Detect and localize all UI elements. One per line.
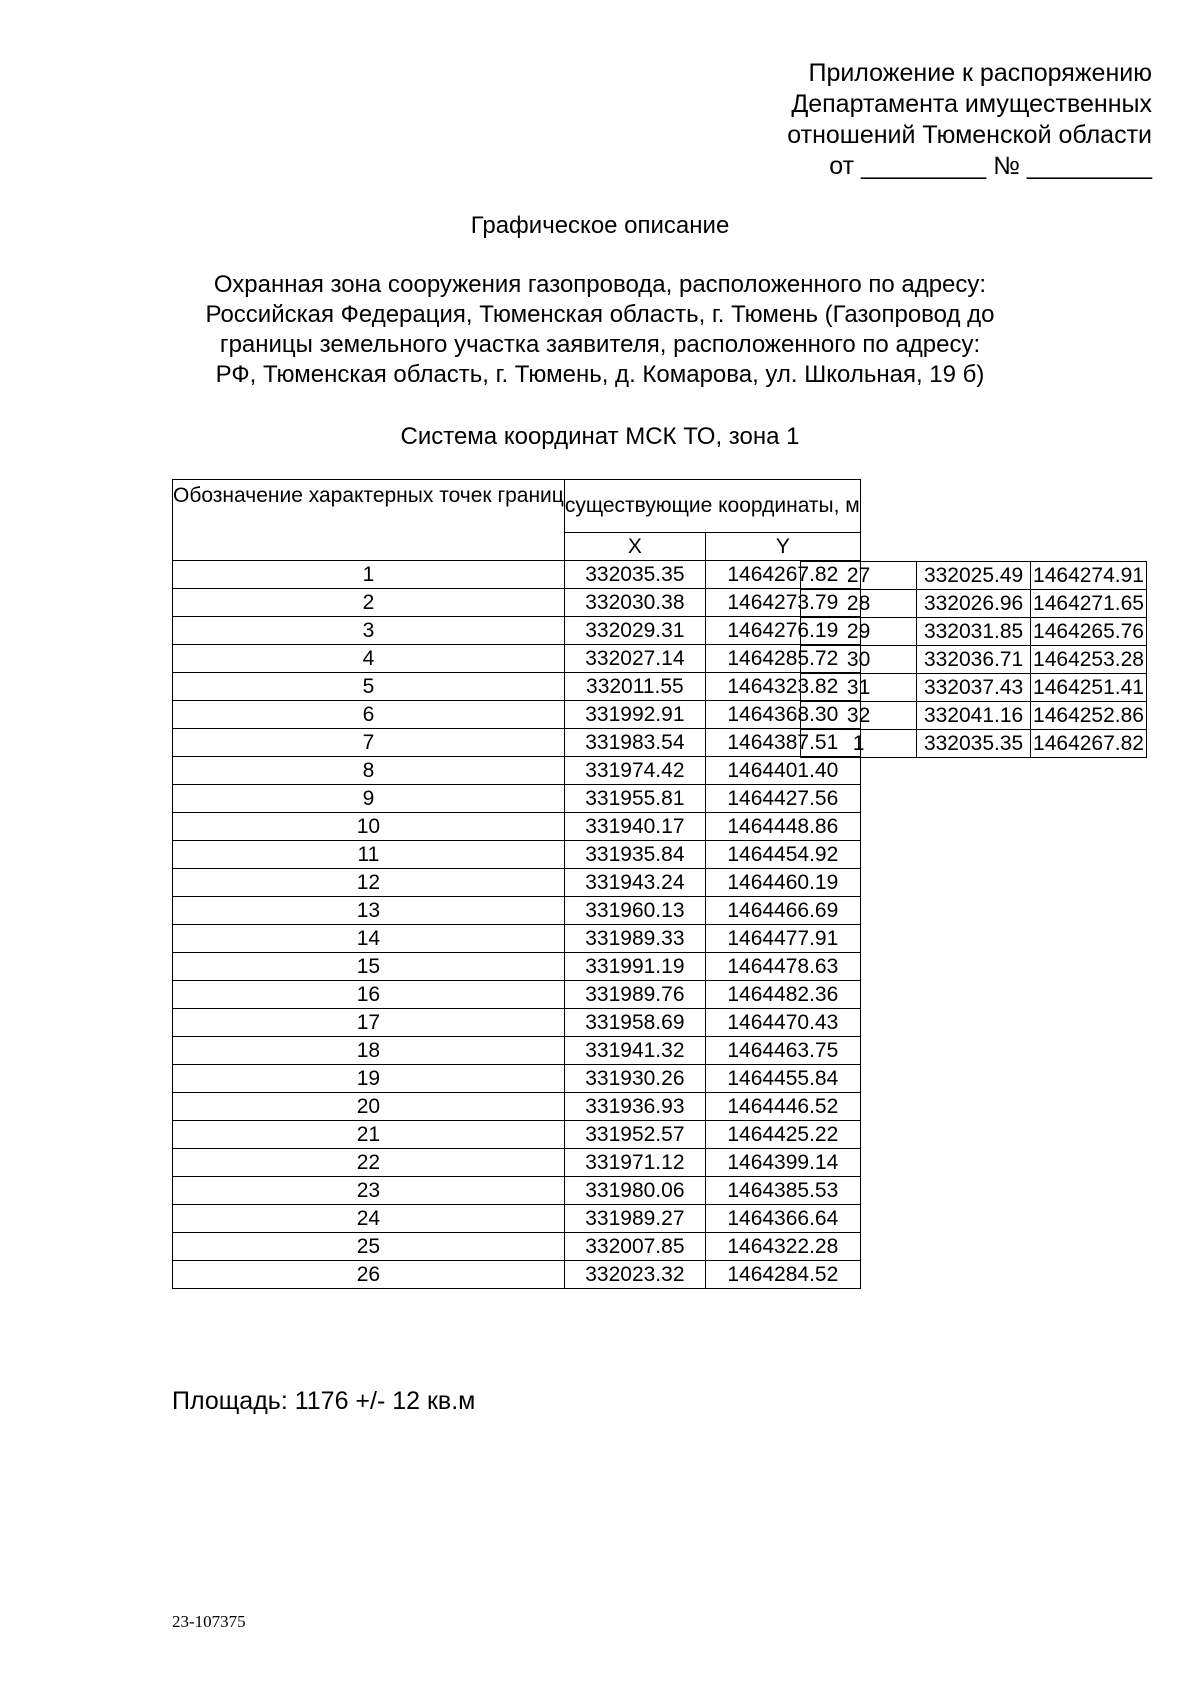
point-number-cell: 29 xyxy=(801,618,917,646)
x-coordinate-cell: 331989.76 xyxy=(564,981,705,1009)
table-row xyxy=(173,673,861,701)
description-line: РФ, Тюменская область, г. Тюмень, д. Комарова, ул. Школьная, 19 б) xyxy=(215,361,985,388)
table-row xyxy=(173,1037,861,1065)
y-coordinate-cell: 1464251.41 xyxy=(1031,674,1147,702)
point-number-cell: 32 xyxy=(801,702,917,730)
x-coordinate-cell: 332030.38 xyxy=(564,589,705,617)
point-number-cell: 14 xyxy=(173,925,565,953)
table-row xyxy=(801,618,1147,646)
y-coordinate-cell: 1464265.76 xyxy=(1031,618,1147,646)
x-coordinate-cell: 332035.35 xyxy=(564,561,705,589)
y-coordinate-cell: 1464478.63 xyxy=(705,953,860,981)
y-coordinate-cell: 1464323.82 xyxy=(705,673,860,701)
y-coordinate-cell: 1464274.91 xyxy=(1031,562,1147,590)
x-coordinate-cell: 331941.32 xyxy=(564,1037,705,1065)
point-number-cell: 6 xyxy=(173,701,565,729)
description-line: Российская Федерация, Тюменская область, г. Тюмень (Газопровод до xyxy=(205,301,995,328)
y-coordinate-cell: 1464285.72 xyxy=(705,645,860,673)
y-coordinate-cell: 1464401.40 xyxy=(705,757,860,785)
point-number-cell: 8 xyxy=(173,757,565,785)
point-number-cell: 17 xyxy=(173,1009,565,1037)
point-number-cell: 24 xyxy=(173,1205,565,1233)
x-coordinate-cell: 331992.91 xyxy=(564,701,705,729)
y-coordinate-cell: 1464454.92 xyxy=(705,841,860,869)
y-coordinate-cell: 1464460.19 xyxy=(705,869,860,897)
y-coordinate-cell: 1464253.28 xyxy=(1031,646,1147,674)
x-coordinate-cell: 331935.84 xyxy=(564,841,705,869)
x-coordinate-cell: 332025.49 xyxy=(917,562,1031,590)
table-row xyxy=(173,1177,861,1205)
y-coordinate-cell: 1464267.82 xyxy=(1031,730,1147,758)
x-coordinate-cell: 331960.13 xyxy=(564,897,705,925)
y-coordinate-cell: 1464368.30 xyxy=(705,701,860,729)
y-coordinate-cell: 1464366.64 xyxy=(705,1205,860,1233)
y-coordinate-cell: 1464273.79 xyxy=(705,589,860,617)
table-row xyxy=(173,1149,861,1177)
point-number-cell: 11 xyxy=(173,841,565,869)
x-coordinate-cell: 331989.33 xyxy=(564,925,705,953)
point-number-cell: 9 xyxy=(173,785,565,813)
table-row xyxy=(173,925,861,953)
table-row xyxy=(801,674,1147,702)
table-row xyxy=(801,646,1147,674)
x-coordinate-cell: 332023.32 xyxy=(564,1261,705,1289)
y-coordinate-cell: 1464425.22 xyxy=(705,1121,860,1149)
y-coordinate-cell: 1464446.52 xyxy=(705,1093,860,1121)
x-coordinate-cell: 331983.54 xyxy=(564,729,705,757)
table-row xyxy=(173,617,861,645)
point-number-cell: 1 xyxy=(801,730,917,758)
table-row xyxy=(173,1233,861,1261)
y-coordinate-cell: 1464271.65 xyxy=(1031,590,1147,618)
x-coordinate-cell: 332036.71 xyxy=(917,646,1031,674)
table-row xyxy=(173,813,861,841)
x-coordinate-cell: 332029.31 xyxy=(564,617,705,645)
table-row xyxy=(173,1205,861,1233)
point-number-cell: 31 xyxy=(801,674,917,702)
table-row xyxy=(173,645,861,673)
table-row xyxy=(801,730,1147,758)
x-coordinate-cell: 332026.96 xyxy=(917,590,1031,618)
x-coordinate-cell: 332037.43 xyxy=(917,674,1031,702)
document-title: Графическое описание xyxy=(470,212,730,239)
x-coordinate-cell: 331940.17 xyxy=(564,813,705,841)
x-coordinate-cell: 331991.19 xyxy=(564,953,705,981)
x-coordinate-cell: 331958.69 xyxy=(564,1009,705,1037)
table-row xyxy=(801,702,1147,730)
table-row xyxy=(173,1121,861,1149)
x-coordinate-cell: 331971.12 xyxy=(564,1149,705,1177)
table-row xyxy=(173,841,861,869)
point-number-cell: 12 xyxy=(173,869,565,897)
table-row xyxy=(173,757,861,785)
point-number-cell: 7 xyxy=(173,729,565,757)
x-coordinate-cell: 331952.57 xyxy=(564,1121,705,1149)
header-date-number-line: от _________ № _________ xyxy=(829,152,1152,180)
table-row xyxy=(173,869,861,897)
object-description xyxy=(0,270,1200,390)
point-number-cell: 10 xyxy=(173,813,565,841)
x-coordinate-cell: 331936.93 xyxy=(564,1093,705,1121)
point-number-cell: 20 xyxy=(173,1093,565,1121)
x-coordinate-cell: 331955.81 xyxy=(564,785,705,813)
point-number-cell: 25 xyxy=(173,1233,565,1261)
table-row xyxy=(173,561,861,589)
x-coordinate-cell: 331930.26 xyxy=(564,1065,705,1093)
header-point-designation: Обозначение характерных точек границ xyxy=(173,480,565,561)
y-coordinate-cell: 1464455.84 xyxy=(705,1065,860,1093)
area-label: Площадь: 1176 +/- 12 кв.м xyxy=(172,1387,476,1415)
x-coordinate-cell: 332011.55 xyxy=(564,673,705,701)
point-number-cell: 30 xyxy=(801,646,917,674)
point-number-cell: 15 xyxy=(173,953,565,981)
table-row xyxy=(173,1261,861,1289)
y-coordinate-cell: 1464470.43 xyxy=(705,1009,860,1037)
point-number-cell: 27 xyxy=(801,562,917,590)
x-coordinate-cell: 331980.06 xyxy=(564,1177,705,1205)
x-coordinate-cell: 331989.27 xyxy=(564,1205,705,1233)
header-coordinates: существующие координаты, м xyxy=(564,480,860,533)
point-number-cell: 19 xyxy=(173,1065,565,1093)
table-row xyxy=(801,590,1147,618)
point-number-cell: 5 xyxy=(173,673,565,701)
table-row xyxy=(173,589,861,617)
header-x: X xyxy=(564,533,705,561)
x-coordinate-cell: 332027.14 xyxy=(564,645,705,673)
x-coordinate-cell: 331974.42 xyxy=(564,757,705,785)
y-coordinate-cell: 1464463.75 xyxy=(705,1037,860,1065)
y-coordinate-cell: 1464284.52 xyxy=(705,1261,860,1289)
point-number-cell: 26 xyxy=(173,1261,565,1289)
y-coordinate-cell: 1464448.86 xyxy=(705,813,860,841)
table-row xyxy=(173,701,861,729)
table-row xyxy=(173,1065,861,1093)
point-number-cell: 16 xyxy=(173,981,565,1009)
point-number-cell: 22 xyxy=(173,1149,565,1177)
y-coordinate-cell: 1464385.53 xyxy=(705,1177,860,1205)
y-coordinate-cell: 1464477.91 xyxy=(705,925,860,953)
y-coordinate-cell: 1464399.14 xyxy=(705,1149,860,1177)
coordinate-system-label: Система координат МСК ТО, зона 1 xyxy=(400,423,800,450)
header-line: отношений Тюменской области xyxy=(787,121,1152,149)
header-y: Y xyxy=(705,533,860,561)
table-row xyxy=(173,785,861,813)
y-coordinate-cell: 1464276.19 xyxy=(705,617,860,645)
point-number-cell: 28 xyxy=(801,590,917,618)
header-line: Приложение к распоряжению xyxy=(808,59,1152,87)
description-line: границы земельного участка заявителя, расположенного по адресу: xyxy=(219,331,981,358)
point-number-cell: 23 xyxy=(173,1177,565,1205)
y-coordinate-cell: 1464267.82 xyxy=(705,561,860,589)
appendix-header xyxy=(592,58,1152,182)
point-number-cell: 4 xyxy=(173,645,565,673)
table-row xyxy=(173,1009,861,1037)
table-row xyxy=(173,729,861,757)
x-coordinate-cell: 332007.85 xyxy=(564,1233,705,1261)
table-row xyxy=(173,953,861,981)
y-coordinate-cell: 1464466.69 xyxy=(705,897,860,925)
x-coordinate-cell: 332041.16 xyxy=(917,702,1031,730)
table-row xyxy=(173,897,861,925)
point-number-cell: 3 xyxy=(173,617,565,645)
x-coordinate-cell: 332031.85 xyxy=(917,618,1031,646)
coordinates-table xyxy=(172,479,861,1289)
table-row xyxy=(801,562,1147,590)
document-number: 23-107375 xyxy=(172,1612,246,1631)
point-number-cell: 13 xyxy=(173,897,565,925)
point-number-cell: 18 xyxy=(173,1037,565,1065)
table-row xyxy=(173,981,861,1009)
description-line: Охранная зона сооружения газопровода, расположенного по адресу: xyxy=(213,271,987,298)
x-coordinate-cell: 331943.24 xyxy=(564,869,705,897)
coordinates-table-continuation xyxy=(800,561,1147,758)
y-coordinate-cell: 1464482.36 xyxy=(705,981,860,1009)
header-line: Департамента имущественных xyxy=(791,90,1152,118)
table-row xyxy=(173,1093,861,1121)
y-coordinate-cell: 1464387.51 xyxy=(705,729,860,757)
point-number-cell: 1 xyxy=(173,561,565,589)
y-coordinate-cell: 1464322.28 xyxy=(705,1233,860,1261)
point-number-cell: 21 xyxy=(173,1121,565,1149)
y-coordinate-cell: 1464252.86 xyxy=(1031,702,1147,730)
y-coordinate-cell: 1464427.56 xyxy=(705,785,860,813)
point-number-cell: 2 xyxy=(173,589,565,617)
x-coordinate-cell: 332035.35 xyxy=(917,730,1031,758)
